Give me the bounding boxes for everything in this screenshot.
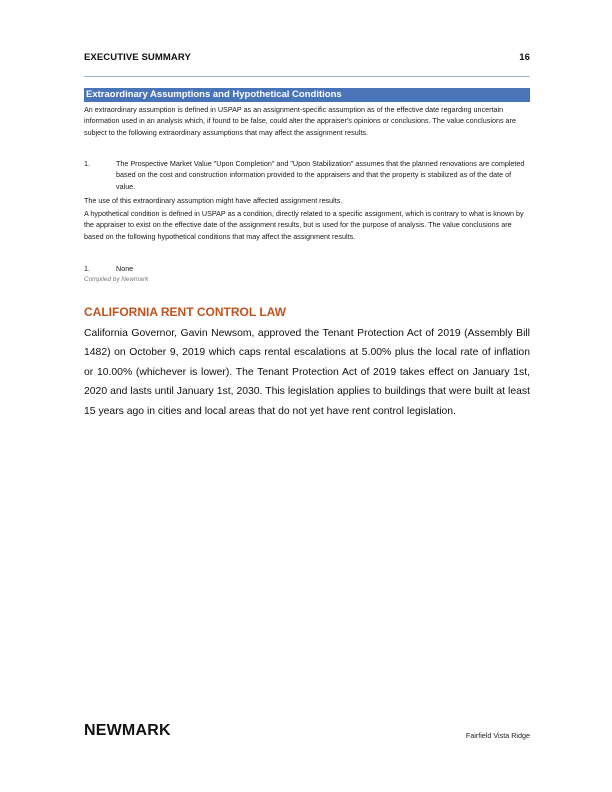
section-heading: CALIFORNIA RENT CONTROL LAW (84, 305, 286, 319)
hypothetical-list-item (84, 263, 530, 275)
page-number: 16 (519, 52, 530, 63)
extraordinary-list-item (84, 158, 530, 192)
newmark-logo: NEWMARK (84, 722, 171, 739)
extraordinary-use-note: The use of this extraordinary assumption might have affected assignment results. (84, 196, 343, 205)
header-divider (84, 76, 530, 77)
source-note: Compiled by Newmark (84, 276, 149, 283)
list-item-number: 1. (84, 159, 90, 168)
property-name: Fairfield Vista Ridge (465, 731, 530, 740)
page-header (84, 52, 530, 66)
header-title: EXECUTIVE SUMMARY (84, 52, 191, 63)
rent-control-paragraph: California Governor, Gavin Newsom, approved the Tenant Protection Act of 2019 (Assembly Bill 1482) on October 9, 2019 which caps rental escalations at 5.00% plus the local rate of inflation or 10.00% (whichever is lower). The Tenant Protection Act of 2019 takes effect on January 1st, 2020 and lasts until January 1st, 2030. This legislation applies to buildings that were built at least 15 years ago in cities and local areas that do not yet have rent control legislation. (84, 328, 530, 417)
extraordinary-intro: An extraordinary assumption is defined in USPAP as an assignment-specific assumption as of the effective date regarding uncertain information used in an analysis which, if found to be false, could alter the appraiser's opinions or conclusions. The value conclusions are subject to the following extraordinary assumptions that may affect the assignment results. (84, 105, 516, 137)
list-item-text: The Prospective Market Value "Upon Completion" and "Upon Stabilization" assumes that the planned renovations are completed based on the cost and construction information provided to the appraisers and that the property is stabilized as of the date of value. (116, 159, 525, 191)
list-item-number: 1. (84, 264, 90, 273)
hypothetical-intro: A hypothetical condition is defined in USPAP as a condition, directly related to a specific assignment, which is contrary to what is known by the appraiser to exist on the effective date of the assignment results, but is used for the purpose of analysis. The value conclusions are based on the following hypothetical conditions that may affect the assignment results. (84, 209, 524, 241)
assumptions-box-title: Extraordinary Assumptions and Hypothetical Conditions (84, 88, 530, 102)
list-item-text: None (116, 264, 134, 273)
